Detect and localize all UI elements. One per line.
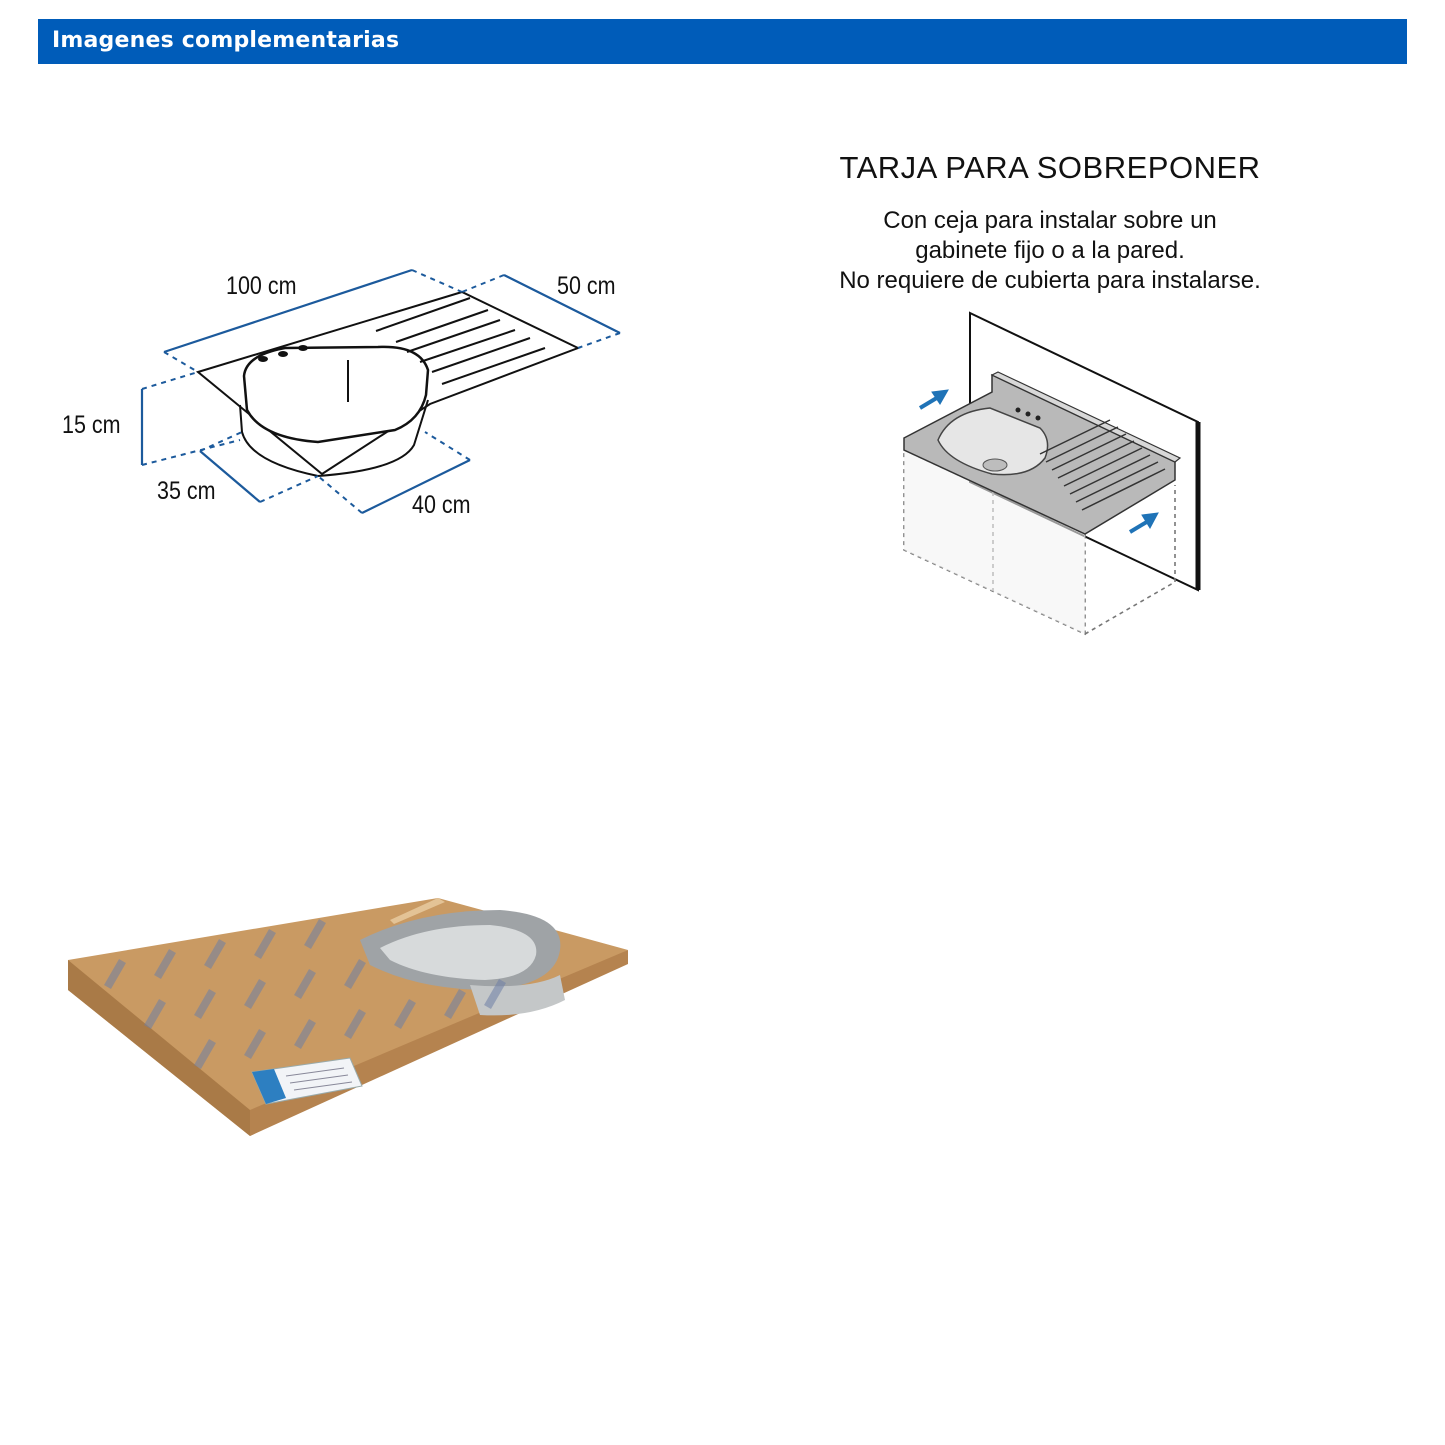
install-description-line: Con ceja para instalar sobre un	[883, 207, 1217, 234]
dimension-length-label: 100 cm	[226, 272, 297, 300]
dimension-bowl-length-label: 40 cm	[412, 491, 471, 519]
arrow-icon	[920, 390, 948, 408]
dimension-bowl-width-label: 35 cm	[157, 477, 216, 505]
install-description-line: No requiere de cubierta para instalarse.	[839, 267, 1261, 294]
dimension-depth-label: 15 cm	[62, 411, 121, 439]
installation-illustration	[880, 300, 1220, 650]
section-title: Imagenes complementarias	[52, 28, 400, 53]
install-description-line: gabinete fijo o a la pared.	[915, 237, 1185, 264]
install-type-title: TARJA PARA SOBREPONER	[839, 150, 1261, 185]
install-description	[780, 206, 1320, 296]
packaged-sink-image	[60, 890, 640, 1150]
dimension-width-label: 50 cm	[557, 272, 616, 300]
